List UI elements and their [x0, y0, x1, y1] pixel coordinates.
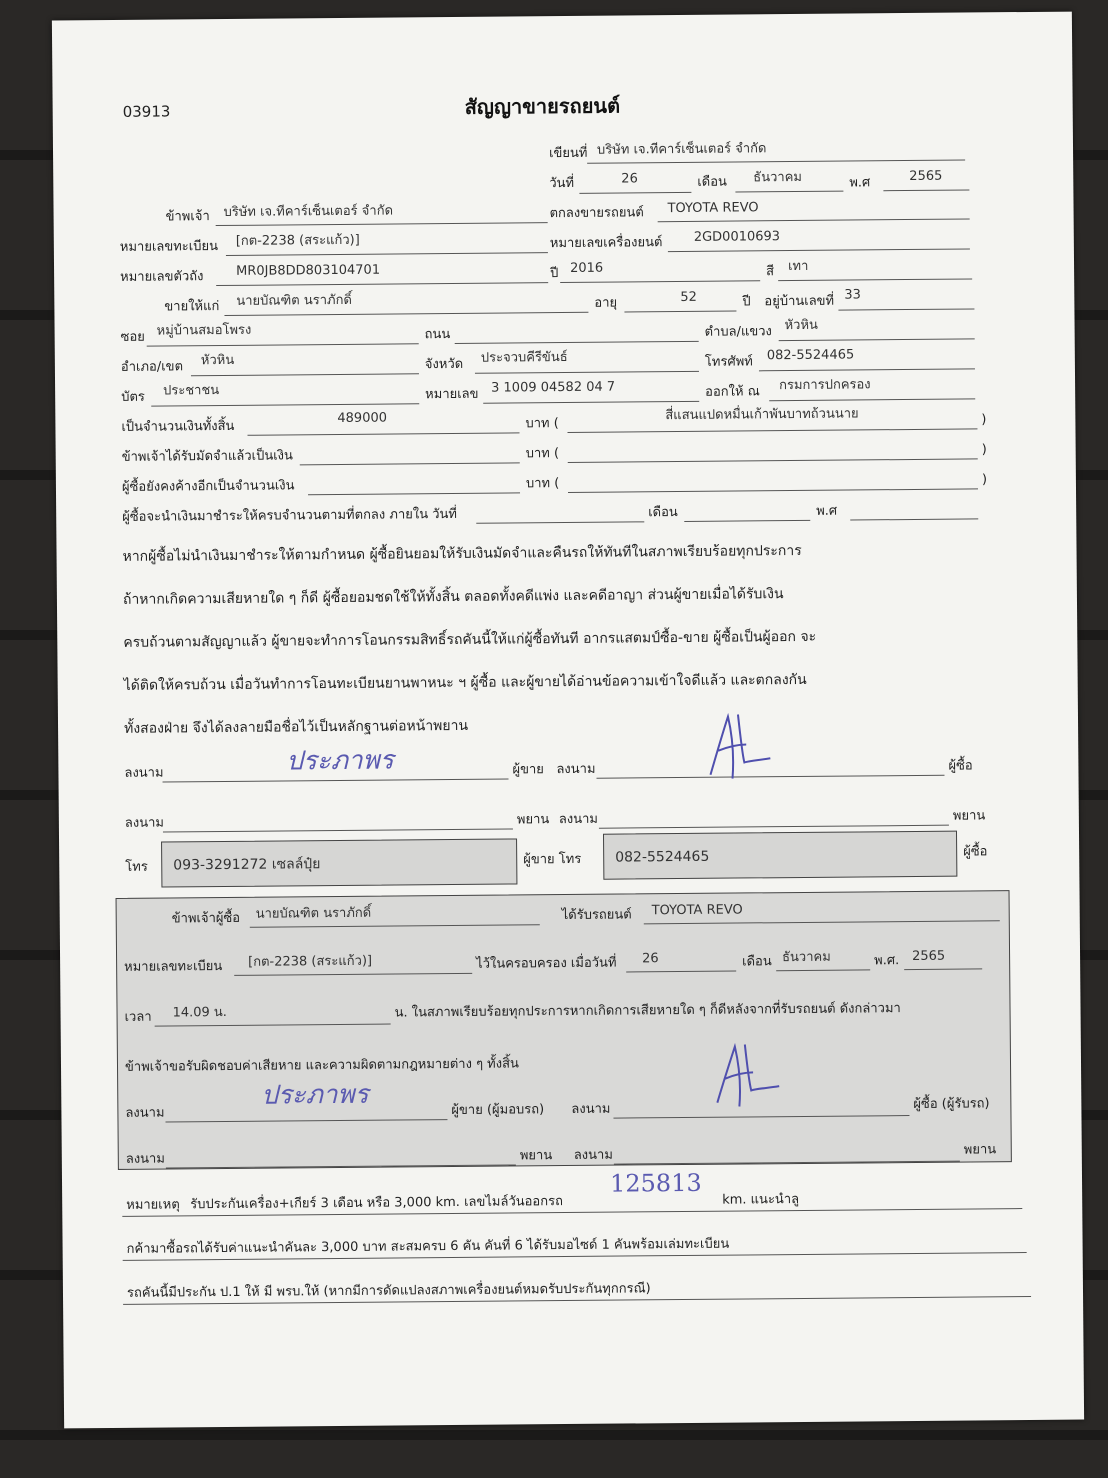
remain-words-line	[568, 488, 978, 493]
receipt-buyer-sign-label: ลงนาม	[571, 1101, 611, 1117]
due-day-line	[476, 521, 644, 523]
remark-km: km. แนะนำลู	[722, 1192, 800, 1208]
seller-phone-value: 093-3291272 เซลล์ปุ๋ย	[173, 856, 321, 874]
buyer-name-value: นายบัณฑิต นราภักดิ์	[236, 292, 352, 309]
receipt-seller-handwritten-signature: ประภาพร	[261, 1079, 369, 1111]
id-value: 3 1009 04582 04 7	[491, 379, 616, 396]
seller-value: บริษัท เจ.ทีคาร์เซ็นเตอร์ จำกัด	[223, 203, 394, 220]
written-at-label: เขียนที่	[548, 145, 588, 162]
engine-line	[668, 248, 970, 252]
card-label: บัตร	[121, 389, 145, 405]
witness2-sign-line	[599, 825, 949, 829]
buyer-sign-role: ผู้ซื้อ	[948, 758, 973, 774]
district-label: อำเภอ/เขต	[120, 359, 184, 375]
color-label: สี	[766, 264, 775, 280]
model-value: TOYOTA REVO	[667, 200, 759, 217]
remark-label: หมายเหตุ	[126, 1197, 180, 1213]
district-value: หัวหิน	[200, 352, 235, 369]
year-value: 2565	[909, 168, 943, 185]
deposit-line	[300, 462, 520, 465]
age-value: 52	[680, 289, 697, 306]
remark-line-3: รถคันนี้มีประกัน ป.1 ให้ มี พรบ.ให้ (หากมีการดัดแปลงสภาพเครื่องยนต์หมดรับประกันทุกกรณี)	[126, 1281, 651, 1301]
phone-label: โทรศัพท์	[704, 354, 753, 370]
card-line	[151, 403, 419, 406]
engine-label: หมายเลขเครื่องยนต์	[549, 235, 663, 252]
receipt-year-label: พ.ศ.	[874, 953, 900, 969]
due-month-line	[684, 520, 810, 522]
chassis-value: MR0JB8DD803104701	[236, 262, 381, 279]
year-model-label: ปี	[550, 266, 559, 282]
seller-sign-label: ลงนาม	[124, 765, 164, 781]
card-value: ประชาชน	[163, 383, 220, 399]
document-title: สัญญาขายรถยนต์	[464, 93, 621, 119]
buyer-name-line	[224, 312, 588, 316]
remark-line-2: กค้ามาซื้อรถได้รับค่าแนะนำคันละ 3,000 บาท สะสมครบ 6 คัน คันที่ 6 ได้รับมอไซด์ 1 คันพร้อมเล่มทะเบียน	[126, 1236, 730, 1257]
remain-label: ผู้ซื้อยังคงค้างอีกเป็นจำนวนเงิน	[121, 478, 295, 495]
month-label: เดือน	[697, 174, 727, 190]
deposit-label: ข้าพเจ้าได้รับมัดจำแล้วเป็นเงิน	[121, 448, 293, 465]
receipt-month-value: ธันวาคม	[782, 949, 831, 966]
subdistrict-label: ตำบล/แขวง	[704, 324, 772, 340]
term-line-1: หากผู้ซื้อไม่นำเงินมาชำระให้ตามกำหนด ผู้ซื้อยินยอมให้รับเงินมัดจำและคืนรถให้ทันทีในสภาพเรียบร้อยทุกประการ	[122, 542, 802, 565]
witness2-sign-label: ลงนาม	[558, 811, 599, 828]
receipt-responsibility: ข้าพเจ้าขอรับผิดชอบค่าเสียหาย และความผิดตามกฎหมายต่าง ๆ ทั้งสิ้น	[124, 1056, 519, 1075]
seller-label: ข้าพเจ้า	[165, 209, 210, 225]
remark-line-1: รับประกันเครื่อง+เกียร์ 3 เดือน หรือ 3,000 km. เลขไมล์วันออกรถ	[190, 1194, 564, 1213]
road-line	[455, 341, 699, 344]
age-line	[624, 311, 736, 313]
total-close-paren: )	[981, 412, 987, 428]
district-line	[191, 373, 419, 376]
receipt-received-label: ได้รับรถยนต์	[561, 907, 632, 924]
engine-value: 2GD0010693	[693, 229, 781, 245]
term-line-4: ได้ติดให้ครบถ้วน เมื่อวันทำการโอนทะเบียนยานพาหนะ ฯ ผู้ซื้อ และผู้ขายได้อ่านข้อความเข้าใจดีแล้ว และตกลงกัน	[123, 671, 807, 694]
reg-label: หมายเลขทะเบียน	[119, 239, 219, 255]
issued-value: กรมการปกครอง	[779, 377, 871, 394]
deposit-words-line	[568, 458, 978, 463]
receipt-box	[116, 890, 1012, 1170]
receipt-day-value: 26	[642, 951, 659, 967]
phone-value: 082-5524465	[766, 347, 855, 364]
due-year-label: พ.ศ	[816, 503, 838, 519]
house-line	[838, 308, 974, 310]
phone-line	[759, 368, 975, 371]
issued-label: ออกให้ ณ	[705, 384, 760, 400]
province-label: จังหวัด	[424, 356, 464, 373]
id-line	[483, 401, 699, 404]
reg-line	[226, 252, 548, 256]
model-line	[658, 218, 970, 222]
term-line-3: ครบถ้วนตามสัญญาแล้ว ผู้ขายจะทำการโอนกรรมสิทธิ์รถคันนี้ให้แก่ผู้ซื้อทันที อากรแสตมป์ซื้อ-ขาย ผู้ซื้อเป็นผู้ออก จะ	[123, 628, 817, 651]
receipt-month-label: เดือน	[742, 954, 772, 970]
house-value: 33	[844, 287, 861, 303]
total-value: 489000	[337, 410, 388, 427]
deposit-close-paren: )	[981, 442, 987, 458]
term-line-2: ถ้าหากเกิดความเสียหายใด ๆ ก็ดี ผู้ซื้อยอมชดใช้ให้ทั้งสิ้น ตลอดทั้งคดีแพ่ง และคดีอาญา ส่วนผู้ขายเมื่อได้รับเงิน	[122, 586, 784, 608]
remain-line	[308, 492, 520, 495]
seller-sign-role: ผู้ขาย	[512, 762, 544, 778]
written-at-value: บริษัท เจ.ทีคาร์เซ็นเตอร์ จำกัด	[596, 141, 767, 158]
witness2-role: พยาน	[952, 808, 986, 824]
chassis-line	[216, 282, 548, 286]
subdistrict-line	[779, 338, 975, 341]
remain-close-paren: )	[981, 472, 988, 488]
seller-line	[216, 222, 548, 226]
receipt-time-label: เวลา	[124, 1009, 152, 1025]
receipt-buyer-role: ผู้ซื้อ (ผู้รับรถ)	[913, 1096, 990, 1113]
year-model-value: 2016	[569, 260, 604, 276]
total-line	[247, 432, 519, 435]
buyer-sign-label: ลงนาม	[556, 761, 596, 778]
receipt-time-suffix: น. ในสภาพเรียบร้อยทุกประการหากเกิดการเสียหายใด ๆ ก็ดีหลังจากที่รับรถยนต์ ดังกล่าวมา	[394, 1001, 901, 1021]
seller-phone-label: ผู้ขาย โทร	[523, 851, 582, 868]
subdistrict-value: หัวหิน	[784, 317, 818, 334]
receipt-reg-value: [กต-2238 (สระแก้ว)]	[248, 953, 373, 970]
sell-to-label: ขายให้แก่	[164, 299, 220, 315]
receipt-reg-label: หมายเลขทะเบียน	[124, 959, 223, 975]
province-line	[475, 371, 699, 374]
remark-mileage: 125813	[609, 1168, 702, 1198]
province-value: ประจวบคีรีขันธ์	[480, 349, 568, 366]
buyer-phone-label: ผู้ซื้อ	[963, 844, 988, 860]
buyer-phone-value: 082-5524465	[615, 848, 710, 866]
receipt-time-value: 14.09 น.	[172, 1004, 227, 1021]
receipt-possession-label: ไว้ในครอบครอง เมื่อวันที่	[476, 955, 617, 972]
written-at-line	[587, 160, 965, 164]
issued-line	[769, 398, 975, 401]
id-label: หมายเลข	[425, 386, 479, 403]
reg-value: [กต-2238 (สระแก้ว)]	[235, 232, 360, 249]
tel-label: โทร	[125, 859, 148, 875]
total-baht-label: บาท (	[525, 416, 559, 432]
receipt-model-value: TOYOTA REVO	[651, 902, 743, 919]
receipt-buyer-signature-mark	[705, 1036, 786, 1111]
witness1-role: พยาน	[516, 812, 550, 828]
month-line	[735, 191, 843, 193]
seller-handwritten-signature: ประภาพร	[286, 745, 394, 777]
soi-label: ซอย	[120, 329, 145, 345]
year-line	[883, 189, 969, 191]
remain-baht-label: บาท (	[525, 476, 560, 492]
chassis-label: หมายเลขตัวถัง	[120, 269, 204, 285]
soi-line	[147, 343, 419, 346]
due-label: ผู้ซื้อจะนำเงินมาชำระให้ครบจำนวนตามที่ตกลง ภายใน วันที่	[122, 506, 458, 525]
due-month-label: เดือน	[648, 505, 678, 521]
day-line	[579, 192, 691, 194]
house-label: อยู่บ้านเลขที่	[764, 293, 835, 310]
receipt-witness2-label: ลงนาม	[573, 1147, 613, 1163]
receipt-seller-sign-label: ลงนาม	[125, 1105, 165, 1121]
witness1-sign-label: ลงนาม	[124, 815, 165, 831]
year-label: พ.ศ	[849, 175, 871, 191]
witness1-sign-line	[163, 828, 513, 832]
age-label: อายุ	[594, 295, 618, 311]
day-value: 26	[621, 171, 638, 187]
receipt-buyer-value: นายบัณฑิต นราภักดิ์	[255, 905, 372, 922]
due-year-line	[850, 518, 978, 520]
color-value: เทา	[787, 258, 809, 275]
receipt-year-value: 2565	[912, 948, 946, 965]
contract-paper	[52, 12, 1084, 1429]
month-value: ธันวาคม	[753, 169, 803, 186]
document-number: 03913	[122, 102, 171, 121]
deposit-baht-label: บาท (	[525, 446, 560, 462]
receipt-witness2-role: พยาน	[963, 1142, 997, 1158]
soi-value: หมู่บ้านสมอโพรง	[156, 322, 252, 339]
total-label: เป็นจำนวนเงินทั้งสิ้น	[121, 418, 235, 435]
road-label: ถนน	[424, 327, 451, 343]
receipt-witness1-label: ลงนาม	[125, 1151, 165, 1167]
receipt-witness1-role: พยาน	[519, 1148, 553, 1164]
buyer-signature-mark	[698, 704, 779, 785]
term-line-5: ทั้งสองฝ่าย จึงได้ลงลายมือชื่อไว้เป็นหลักฐานต่อหน้าพยาน	[123, 717, 469, 737]
color-line	[778, 278, 972, 281]
total-words-value: สี่แสนแปดหมื่นเก้าพันบาทถ้วนนาย	[665, 406, 859, 424]
years-label: ปี	[742, 294, 751, 310]
receipt-buyer-label: ข้าพเจ้าผู้ซื้อ	[171, 910, 241, 927]
total-words-line	[567, 428, 977, 433]
year-model-line	[560, 280, 760, 283]
receipt-seller-role: ผู้ขาย (ผู้มอบรถ)	[451, 1102, 545, 1119]
agree-label: ตกลงขายรถยนต์	[549, 205, 644, 222]
day-label: วันที่	[549, 175, 575, 192]
